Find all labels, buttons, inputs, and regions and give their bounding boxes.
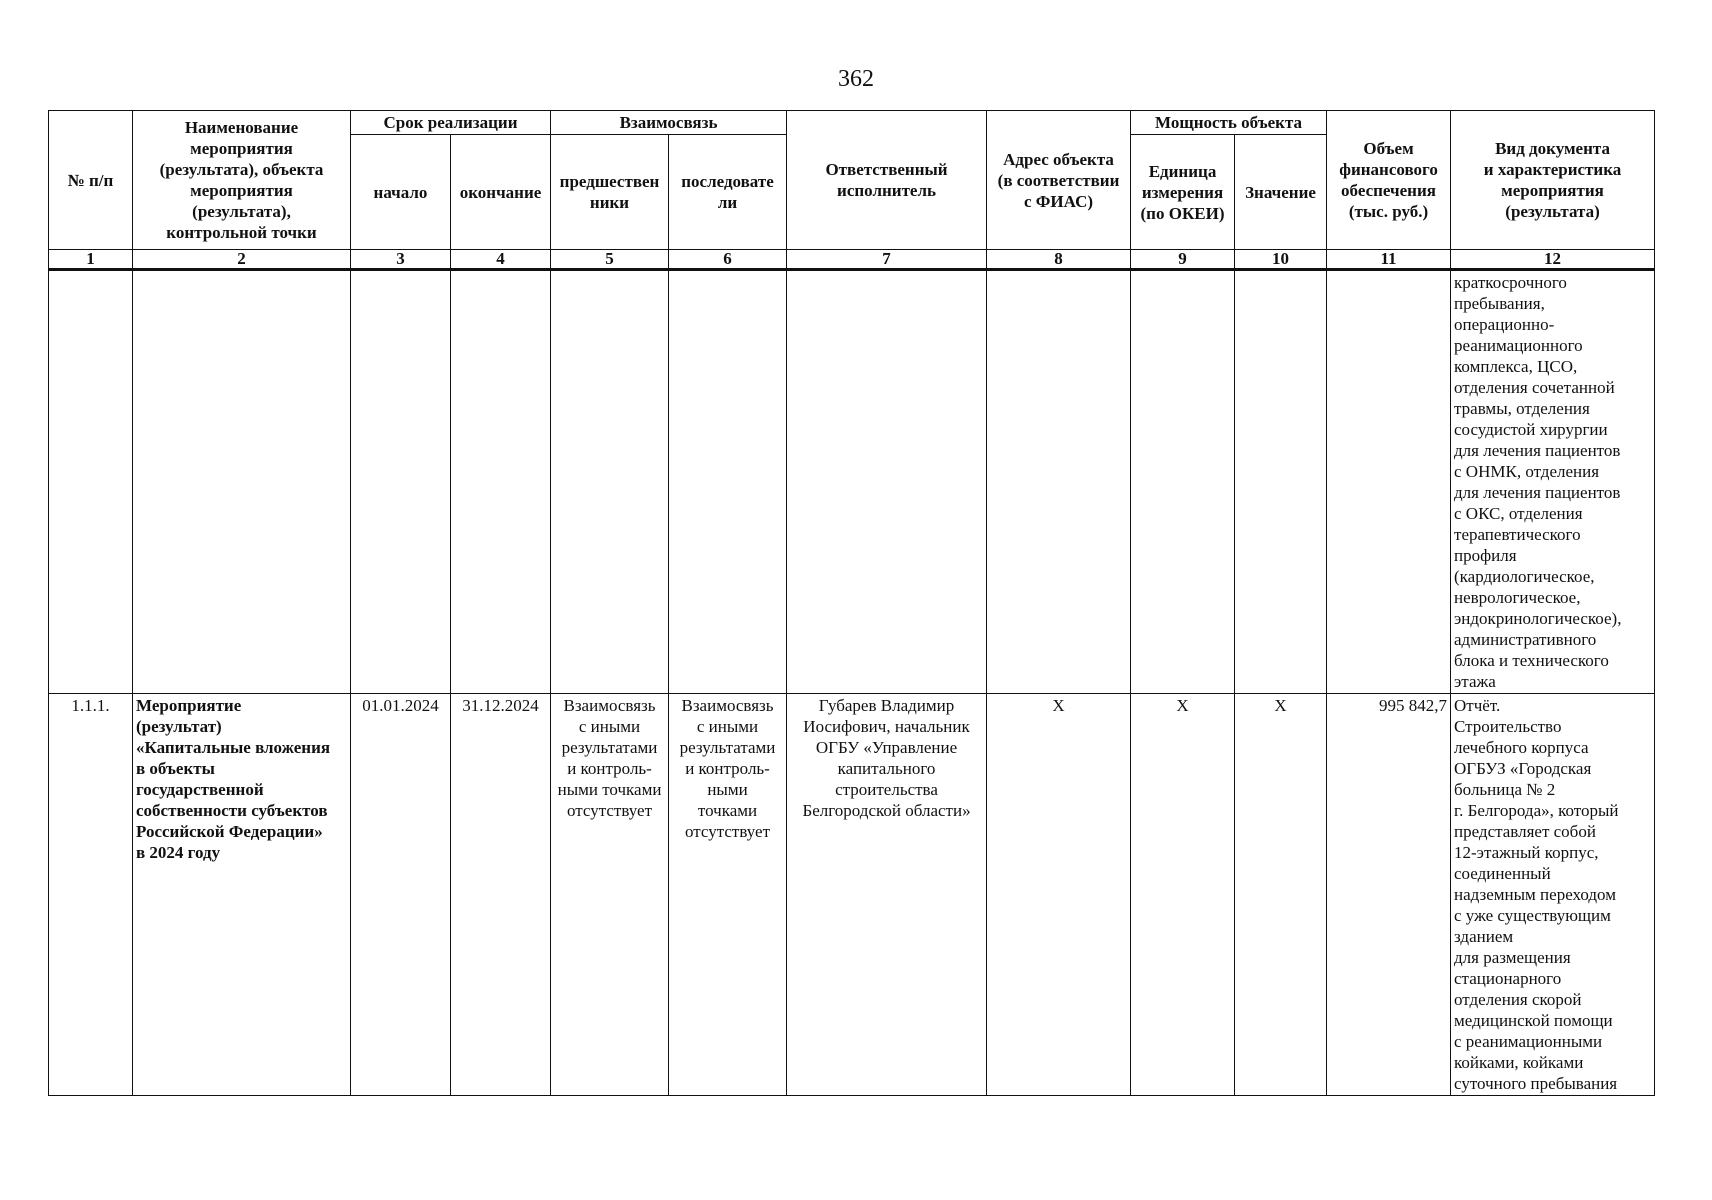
empty-cell <box>987 270 1131 694</box>
row-unit-cell: Х <box>1131 694 1235 1096</box>
empty-cell <box>1327 270 1451 694</box>
page-number: 362 <box>838 66 874 92</box>
header-finance: Объем финансового обеспечения (тыс. руб.) <box>1327 111 1451 250</box>
header-start: начало <box>351 135 451 250</box>
header-address: Адрес объекта (в соответствии с ФИАС) <box>987 111 1131 250</box>
header-value: Значение <box>1235 135 1327 250</box>
empty-cell <box>787 270 987 694</box>
row-successors-cell: Взаимосвязь с иными результатами и контроль- ными точками отсутствует <box>669 694 787 1096</box>
table-row-continued <box>49 270 1655 694</box>
header-unit: Единица измерения (по ОКЕИ) <box>1131 135 1235 250</box>
header-name: Наименование мероприятия (результата), объекта мероприятия (результата), контрольной точки <box>133 111 351 250</box>
empty-cell <box>1235 270 1327 694</box>
column-number: 3 <box>351 250 451 270</box>
empty-cell <box>451 270 551 694</box>
column-number: 4 <box>451 250 551 270</box>
column-number: 6 <box>669 250 787 270</box>
empty-cell <box>351 270 451 694</box>
column-number-row <box>49 250 1655 270</box>
header-responsible: Ответственный исполнитель <box>787 111 987 250</box>
header-num: № п/п <box>49 111 133 250</box>
measures-table <box>48 110 1655 1096</box>
column-number: 7 <box>787 250 987 270</box>
column-number: 12 <box>1451 250 1655 270</box>
column-number: 10 <box>1235 250 1327 270</box>
row-predecessors-cell: Взаимосвязь с иными результатами и контроль- ными точками отсутствует <box>551 694 669 1096</box>
empty-cell <box>1131 270 1235 694</box>
header-capacity-group: Мощность объекта <box>1131 111 1327 135</box>
row-name-cell: Мероприятие (результат) «Капитальные вложения в объекты государственной собственности субъектов Российской Федерации» в 2024 году <box>133 694 351 1096</box>
row-doc-type-cell: Отчёт. Строительство лечебного корпуса ОГБУЗ «Городская больница № 2 г. Белгорода», который представляет собой 12-этажный корпус, соединенный надземным переходом с уже существующим зданием для размещения стационарного отделения скорой медицинской помощи с реанимационными койками, койками суточного пребывания <box>1451 694 1655 1096</box>
row-responsible-cell: Губарев Владимир Иосифович, начальник ОГБУ «Управление капитального строительства Белгородской области» <box>787 694 987 1096</box>
row-end-cell: 31.12.2024 <box>451 694 551 1096</box>
header-link-group: Взаимосвязь <box>551 111 787 135</box>
header-period-group: Срок реализации <box>351 111 551 135</box>
header-end: окончание <box>451 135 551 250</box>
empty-cell <box>551 270 669 694</box>
column-number: 2 <box>133 250 351 270</box>
empty-cell <box>669 270 787 694</box>
empty-cell <box>133 270 351 694</box>
header-doc-type: Вид документа и характеристика мероприятия (результата) <box>1451 111 1655 250</box>
header-successors: последовате ли <box>669 135 787 250</box>
empty-cell <box>49 270 133 694</box>
row-finance-cell: 995 842,7 <box>1327 694 1451 1096</box>
column-number: 9 <box>1131 250 1235 270</box>
row-num-cell: 1.1.1. <box>49 694 133 1096</box>
table-row <box>49 694 1655 1096</box>
header-predecessors: предшествен ники <box>551 135 669 250</box>
row-start-cell: 01.01.2024 <box>351 694 451 1096</box>
column-number: 11 <box>1327 250 1451 270</box>
column-number: 1 <box>49 250 133 270</box>
row-address-cell: Х <box>987 694 1131 1096</box>
doc-type-continued-cell: краткосрочного пребывания, операционно- реанимационного комплекса, ЦСО, отделения сочетанной травмы, отделения сосудистой хирургии для лечения пациентов с ОНМК, отделения для лечения пациентов с ОКС, отделения терапевтического профиля (кардиологическое, неврологическое, эндокринологическое), административного блока и технического этажа <box>1451 270 1655 694</box>
column-number: 8 <box>987 250 1131 270</box>
column-number: 5 <box>551 250 669 270</box>
row-value-cell: Х <box>1235 694 1327 1096</box>
